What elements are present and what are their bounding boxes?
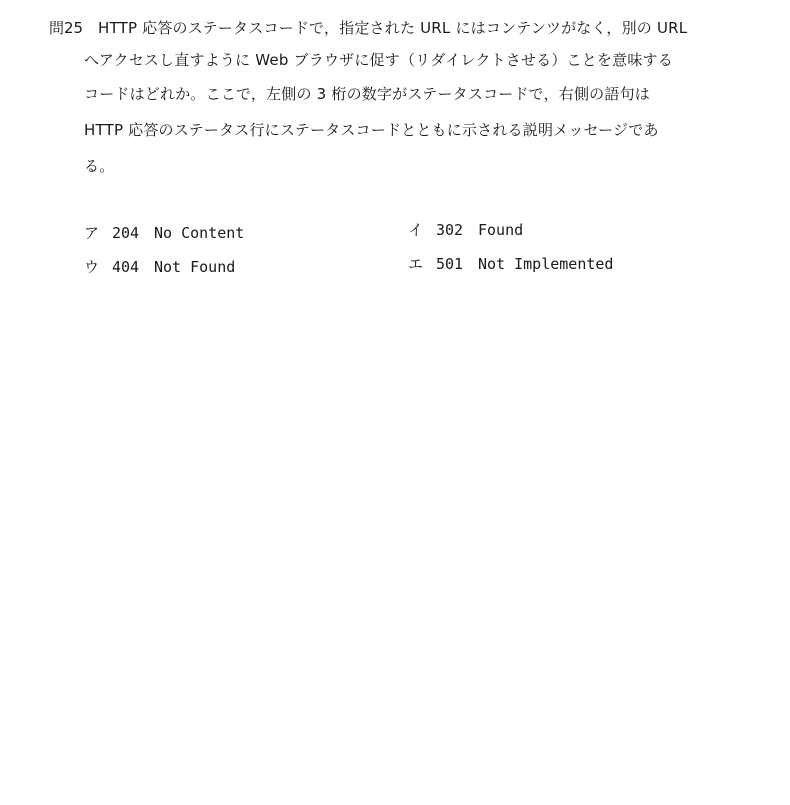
question-text-line-5: る。 — [84, 157, 115, 175]
choice-message: Not Implemented — [478, 255, 614, 273]
choice-u[interactable] — [84, 257, 235, 277]
choice-message: No Content — [154, 224, 245, 242]
choice-mark: エ — [408, 255, 424, 273]
choice-a[interactable] — [84, 223, 244, 243]
question-text-line-4: HTTP 応答のステータス行にステータスコードとともに示される説明メッセージであ — [84, 121, 659, 139]
choice-message: Found — [478, 221, 524, 239]
choice-mark: イ — [408, 221, 424, 239]
choice-status-code: 404 — [112, 258, 140, 276]
choice-mark: ア — [84, 224, 100, 242]
choice-e[interactable] — [408, 254, 613, 274]
choice-mark: ウ — [84, 258, 100, 276]
choice-message: Not Found — [154, 258, 236, 276]
choice-i[interactable] — [408, 220, 523, 240]
question-text-line-2: へアクセスし直すように Web ブラウザに促す（リダイレクトさせる）ことを意味する — [84, 51, 673, 69]
question-number: 問25 — [49, 19, 84, 37]
choice-status-code: 501 — [436, 255, 464, 273]
choice-status-code: 302 — [436, 221, 464, 239]
question-text-line-1: HTTP 応答のステータスコードで，指定された URL にはコンテンツがなく，別の URL — [98, 19, 688, 37]
question-text-line-3: コードはどれか。ここで，左側の 3 桁の数字がステータスコードで，右側の語句は — [84, 85, 650, 103]
choice-status-code: 204 — [112, 224, 140, 242]
